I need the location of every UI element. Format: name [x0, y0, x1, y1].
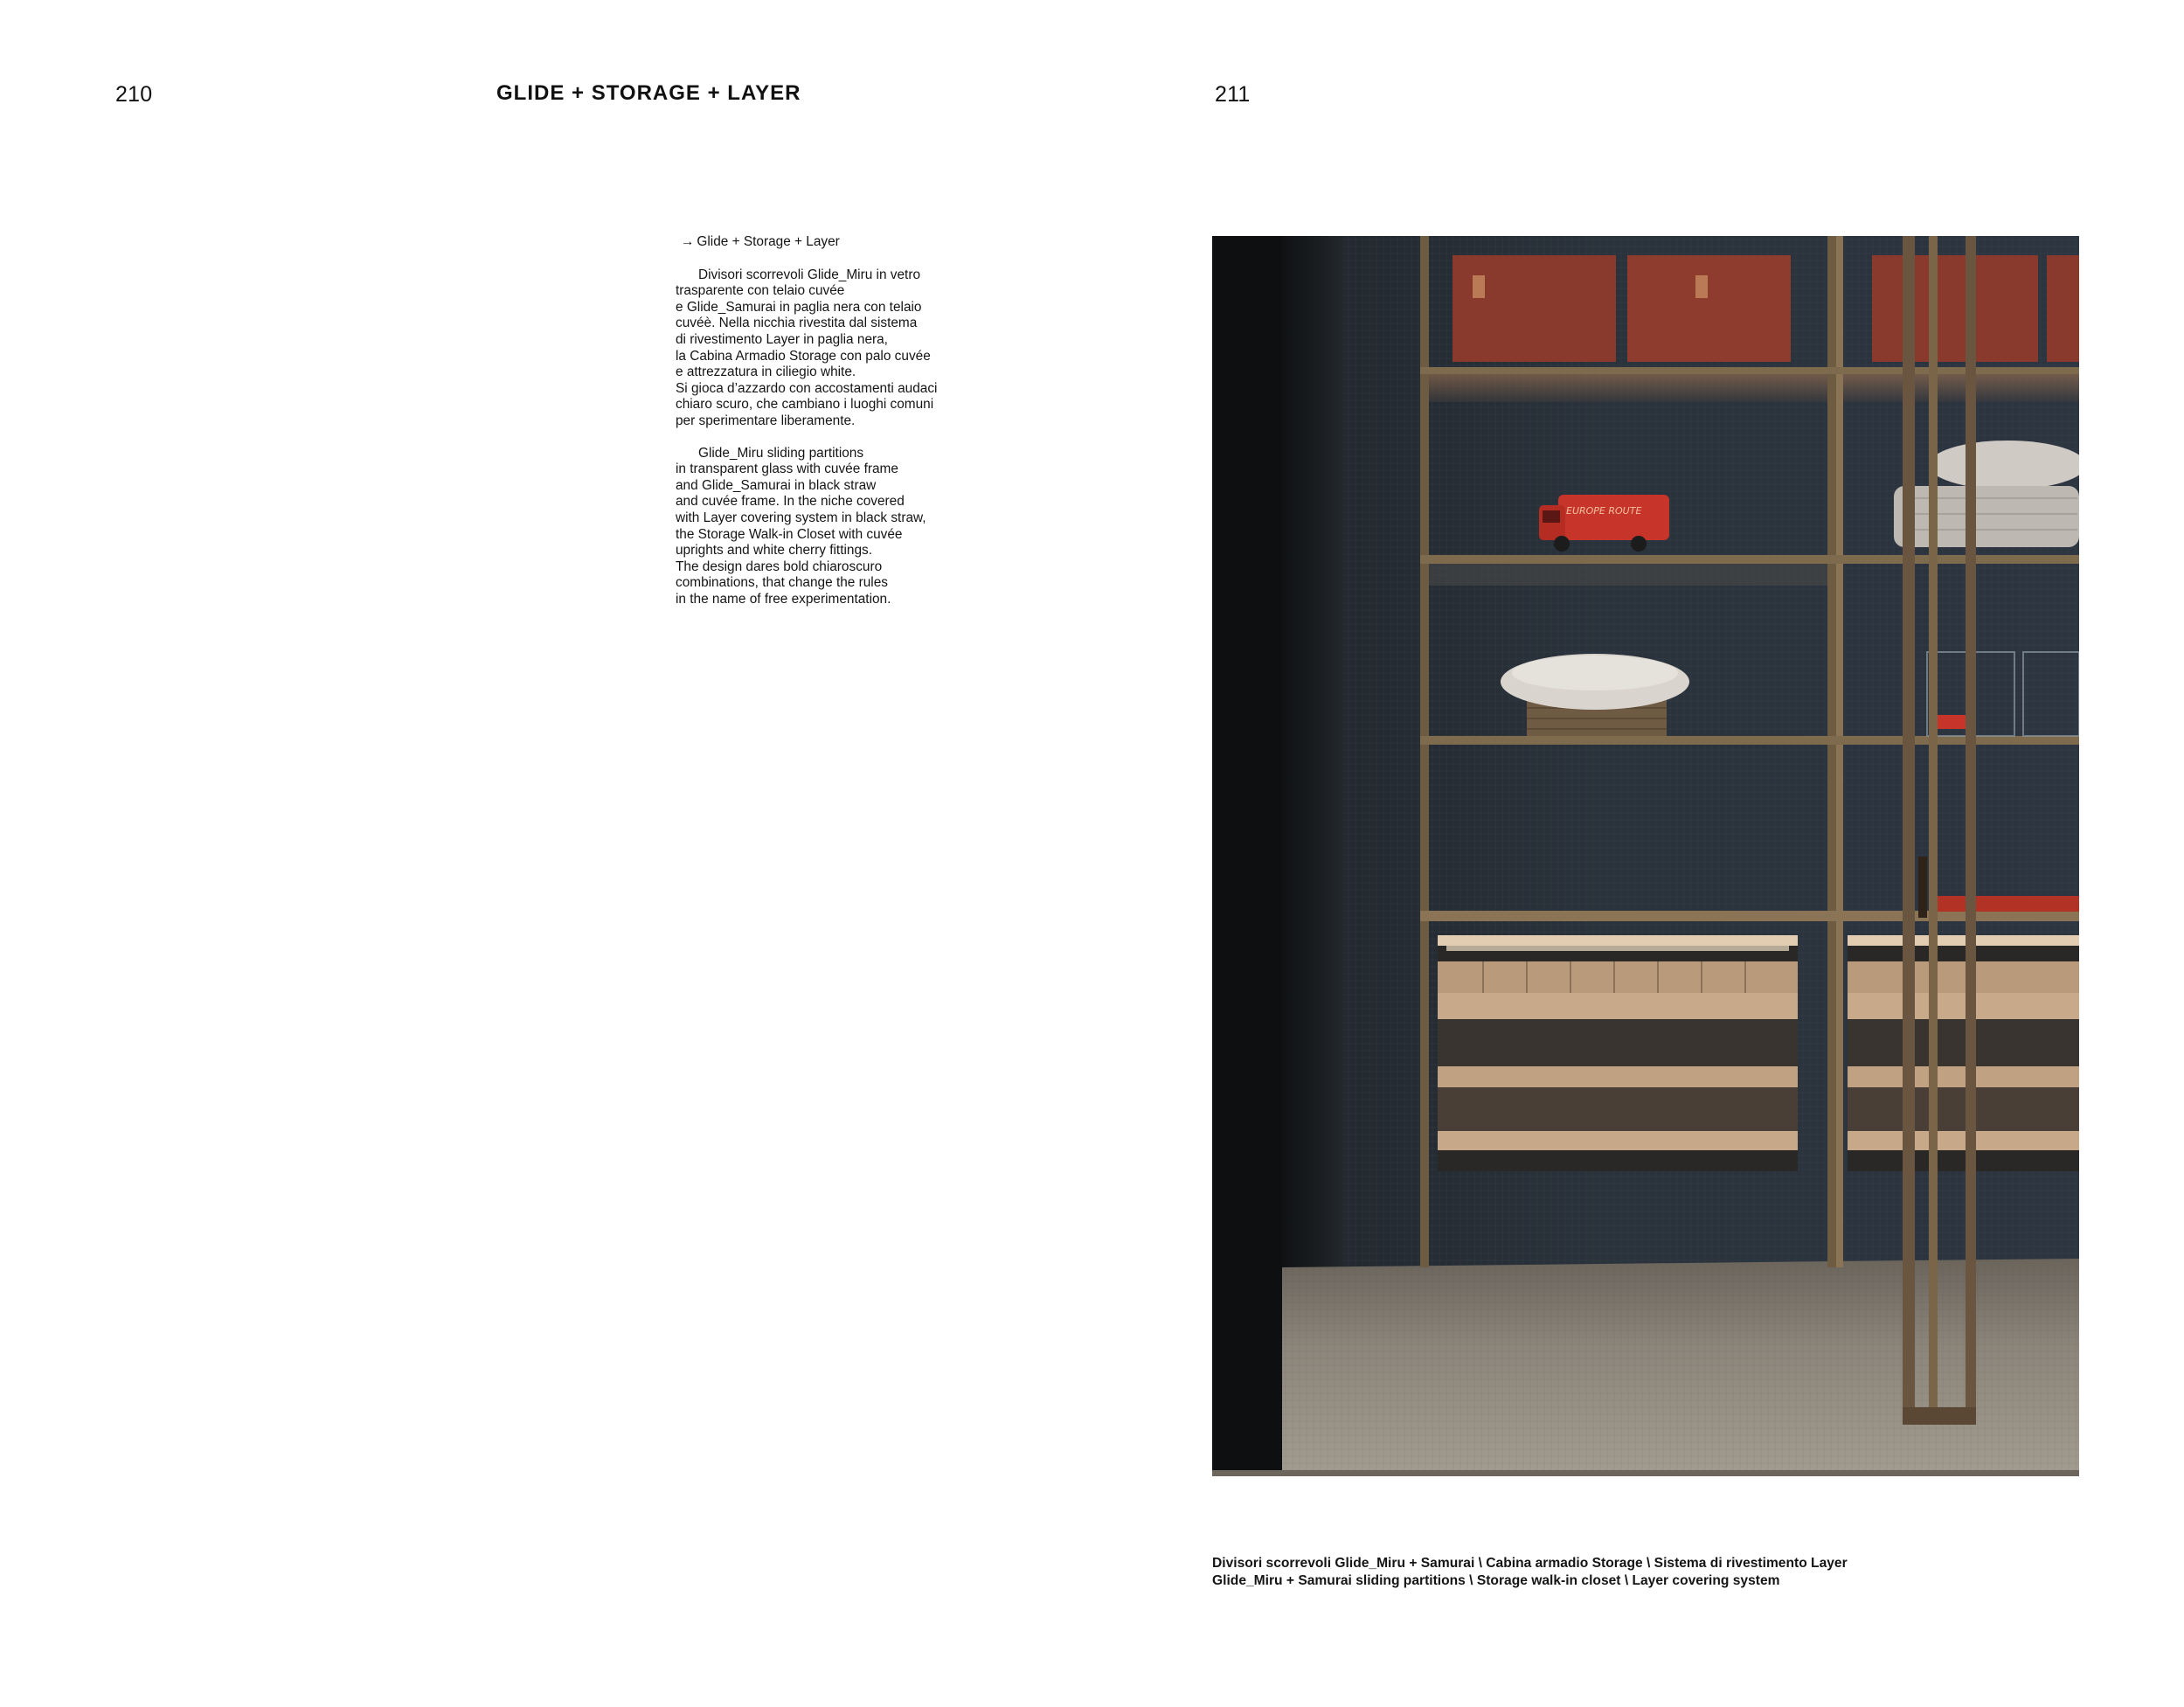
toy-truck-label: EUROPE ROUTE	[1566, 505, 1642, 517]
paragraph-line: and Glide_Samurai in black straw	[676, 477, 877, 493]
english-paragraph	[676, 446, 990, 608]
italian-paragraph	[676, 267, 990, 430]
paragraph-line: and cuvée frame. In the niche covered	[676, 494, 905, 510]
paragraph-line: trasparente con telaio cuvée	[676, 283, 845, 299]
paragraph-line: Glide_Miru sliding partitions	[698, 445, 864, 461]
paragraph-line: in transparent glass with cuvée frame	[676, 461, 898, 477]
caption-line-english: Glide_Miru + Samurai sliding partitions \ Storage walk-in closet \ Layer covering system	[1212, 1573, 1780, 1588]
paragraph-line: la Cabina Armadio Storage con palo cuvée	[676, 348, 931, 364]
paragraph-line: uprights and white cherry fittings.	[676, 543, 872, 559]
section-crumb	[681, 234, 990, 251]
paragraph-line: per sperimentare liberamente.	[676, 413, 856, 428]
arrow-icon: →	[681, 234, 695, 249]
description-text	[676, 234, 990, 623]
left-page-number: 210	[115, 82, 153, 107]
paragraph-line: chiaro scuro, che cambiano i luoghi comuni	[676, 397, 934, 413]
walk-in-closet-photo	[1212, 236, 2079, 1476]
paragraph-line: Si gioca d’azzardo con accostamenti audaci	[676, 380, 938, 396]
paragraph-line: the Storage Walk-in Closet with cuvée	[676, 526, 903, 542]
section-title: GLIDE + STORAGE + LAYER	[496, 81, 801, 105]
paragraph-line: e Glide_Samurai in paglia nera con telaio	[676, 299, 922, 315]
paragraph-line: cuvéè. Nella nicchia rivestita dal sistema	[676, 316, 918, 331]
paragraph-line: e attrezzatura in ciliegio white.	[676, 364, 856, 380]
paragraph-line: combinations, that change the rules	[676, 575, 888, 591]
caption-line-italian: Divisori scorrevoli Glide_Miru + Samurai \ Cabina armadio Storage \ Sistema di rivestimento Layer	[1212, 1556, 1848, 1571]
paragraph-line: with Layer covering system in black straw,	[676, 510, 926, 525]
right-page-number: 211	[1215, 82, 1251, 107]
paragraph-line: in the name of free experimentation.	[676, 591, 891, 607]
paragraph-line: di rivestimento Layer in paglia nera,	[676, 331, 888, 347]
paragraph-line: Divisori scorrevoli Glide_Miru in vetro	[698, 267, 921, 282]
paragraph-line: The design dares bold chiaroscuro	[676, 559, 883, 574]
photo-caption	[1212, 1555, 1848, 1590]
crumb-label: Glide + Storage + Layer	[697, 234, 840, 249]
